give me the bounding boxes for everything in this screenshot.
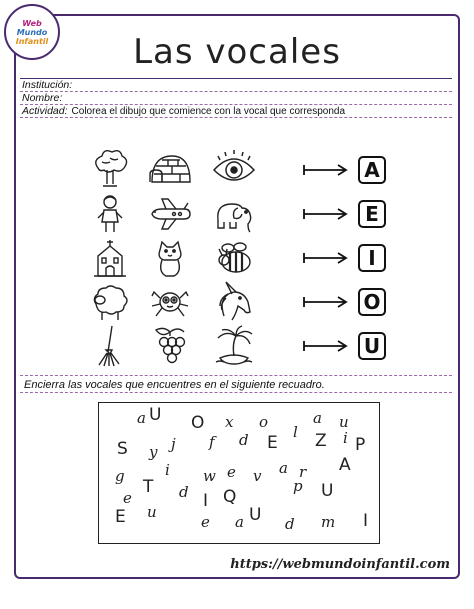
elephant-icon[interactable] xyxy=(212,192,256,236)
bee-icon[interactable] xyxy=(212,236,256,280)
eye-icon[interactable] xyxy=(212,148,256,192)
letter-item[interactable]: y xyxy=(149,443,158,461)
letter-item[interactable]: e xyxy=(201,513,210,531)
letter-item[interactable]: A xyxy=(339,455,351,475)
letter-item[interactable]: d xyxy=(285,515,295,533)
letter-item[interactable]: i xyxy=(343,429,348,447)
spider-icon[interactable] xyxy=(148,280,192,324)
letter-item[interactable]: f xyxy=(209,433,215,451)
cat-icon[interactable] xyxy=(148,236,192,280)
letter-item[interactable]: m xyxy=(321,513,336,531)
letter-item[interactable]: S xyxy=(117,439,128,459)
tree-icon[interactable] xyxy=(88,148,132,192)
letter-item[interactable]: o xyxy=(259,413,269,431)
letter-item[interactable]: d xyxy=(239,431,249,449)
letter-item[interactable]: e xyxy=(227,463,236,481)
arrow-icon xyxy=(302,295,352,309)
letter-item[interactable]: i xyxy=(165,461,170,479)
unicorn-icon[interactable] xyxy=(212,280,256,324)
airplane-icon[interactable] xyxy=(148,192,192,236)
vowel-box-i[interactable]: I xyxy=(358,244,386,272)
letter-item[interactable]: a xyxy=(313,409,322,427)
letter-item[interactable]: j xyxy=(171,435,176,453)
letter-item[interactable]: E xyxy=(267,433,278,453)
letter-item[interactable]: u xyxy=(147,503,157,521)
letter-item[interactable]: E xyxy=(115,507,126,527)
letter-item[interactable]: U xyxy=(321,481,334,501)
letter-item[interactable]: g xyxy=(115,467,125,485)
letter-item[interactable]: w xyxy=(203,467,216,485)
letter-item[interactable]: U xyxy=(149,405,162,425)
letter-item[interactable]: l xyxy=(293,423,298,441)
sheep-icon[interactable] xyxy=(88,280,132,324)
letter-item[interactable]: a xyxy=(279,459,288,477)
letter-item[interactable]: a xyxy=(235,513,244,531)
letter-item[interactable]: T xyxy=(143,477,154,497)
child-icon[interactable] xyxy=(88,192,132,236)
nombre-field[interactable]: Nombre: xyxy=(20,92,452,105)
letter-item[interactable]: O xyxy=(191,413,205,433)
church-icon[interactable] xyxy=(88,236,132,280)
institucion-field[interactable]: Institución: xyxy=(20,79,452,92)
letter-item[interactable]: I xyxy=(363,511,369,531)
letter-item[interactable]: U xyxy=(249,505,262,525)
letter-item[interactable]: r xyxy=(299,463,307,481)
letter-search-box xyxy=(98,402,380,544)
vowel-box-e[interactable]: E xyxy=(358,200,386,228)
letter-item[interactable]: x xyxy=(225,413,234,431)
arrow-icon xyxy=(302,207,352,221)
vowel-box-a[interactable]: A xyxy=(358,156,386,184)
letter-item[interactable]: v xyxy=(253,467,262,485)
website-url[interactable]: https://webmundoinfantil.com xyxy=(230,557,450,572)
igloo-icon[interactable] xyxy=(148,148,192,192)
letter-item[interactable]: Q xyxy=(223,487,237,507)
broom-icon[interactable] xyxy=(88,324,132,368)
grapes-icon[interactable] xyxy=(148,324,192,368)
letter-item[interactable]: Z xyxy=(315,431,327,451)
letter-item[interactable]: u xyxy=(339,413,349,431)
letter-item[interactable]: a xyxy=(137,409,146,427)
page-title: Las vocales xyxy=(133,32,341,72)
circle-vowels-instruction: Encierra las vocales que encuentres en el siguiente recuadro. xyxy=(20,375,452,393)
webmundoinfantil-logo: Web Mundo Infantil xyxy=(4,4,60,60)
letter-item[interactable]: e xyxy=(123,489,132,507)
vowel-box-u[interactable]: U xyxy=(358,332,386,360)
letter-item[interactable]: P xyxy=(355,435,366,455)
vowel-box-o[interactable]: O xyxy=(358,288,386,316)
arrow-icon xyxy=(302,339,352,353)
letter-item[interactable]: I xyxy=(203,491,209,511)
letter-item[interactable]: p xyxy=(293,477,303,495)
actividad-field: Actividad: Colorea el dibujo que comience con la vocal que corresponda xyxy=(20,105,452,118)
arrow-icon xyxy=(302,163,352,177)
arrow-icon xyxy=(302,251,352,265)
island-icon[interactable] xyxy=(212,324,256,368)
letter-item[interactable]: d xyxy=(179,483,189,501)
info-section xyxy=(20,78,452,118)
